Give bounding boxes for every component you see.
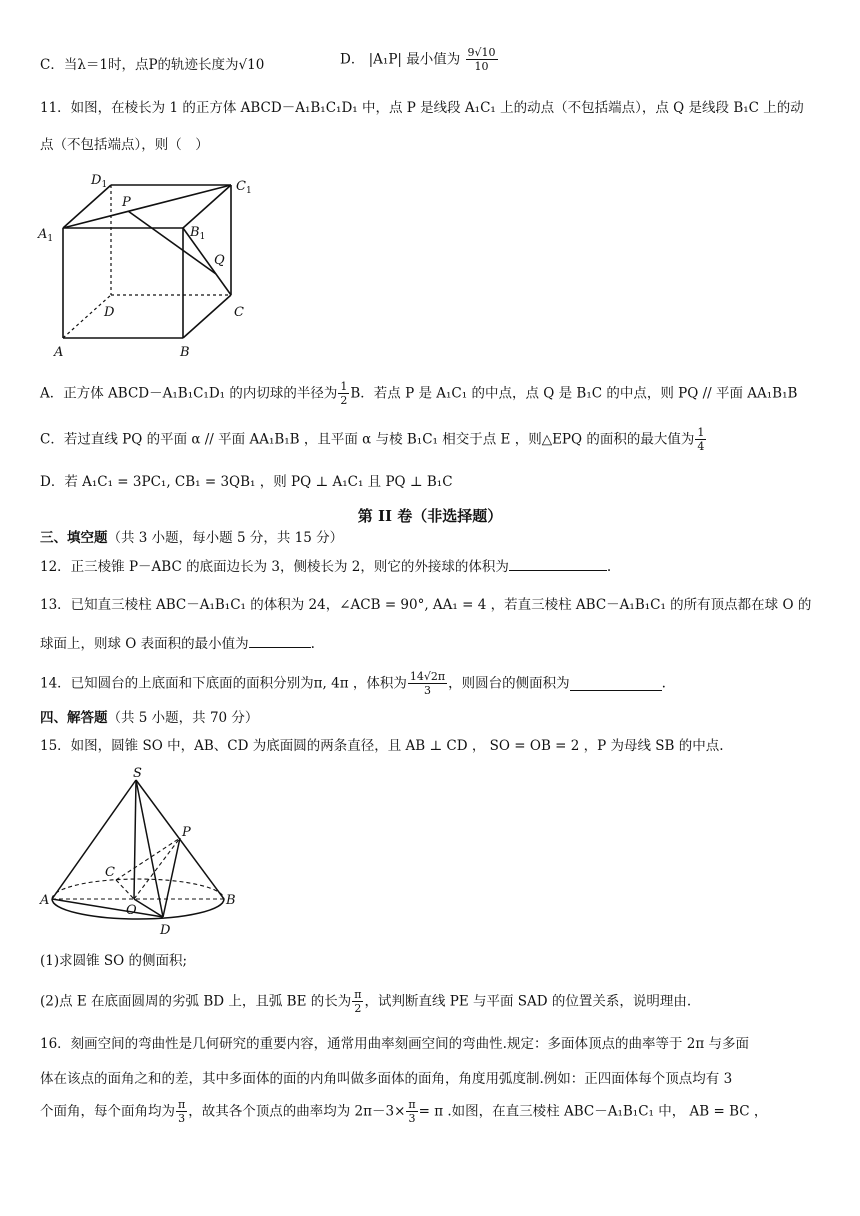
section3-heading: 三、填空题（共 3 小题，每小题 5 分，共 15 分） <box>40 530 344 546</box>
label-d: D <box>104 305 115 320</box>
label-d1: $D_1$ <box>91 173 108 190</box>
section4-heading: 四、解答题（共 5 小题，共 70 分） <box>40 710 259 726</box>
label-s: S <box>133 766 142 781</box>
label-b-cone: B <box>226 893 236 908</box>
q13-line2: 球面上，则球 O 表面积的最小值为 . <box>40 633 315 654</box>
label-a: A <box>54 345 64 360</box>
q15-stem: 15．如图，圆锥 SO 中，AB、CD 为底面圆的两条直径，且 AB ⊥ CD ， SO = OB = 2 ，P 为母线 SB 的中点. <box>40 738 724 754</box>
label-d-cone: D <box>160 923 171 938</box>
q16-line1: 16．刻画空间的弯曲性是几何研究的重要内容，通常用曲率刻画空间的弯曲性.规定：多面体顶点的曲率等于 2π 与多面 <box>40 1036 750 1052</box>
label-a-cone: A <box>40 893 50 908</box>
label-b: B <box>180 345 190 360</box>
q11-option-c: C．若过直线 PQ 的平面 α // 平面 AA₁B₁B ，且平面 α 与棱 B₁C₁ 相交于点 E ，则△EPQ 的面积的最大值为 $\frac{1}{4}$ <box>40 426 705 453</box>
label-c-cone: C <box>105 865 115 880</box>
label-p: P <box>122 195 131 210</box>
q11-option-d: D．若 A₁C₁ = 3PC₁, CB₁ = 3QB₁ ，则 PQ ⊥ A₁C₁ 且 PQ ⊥ B₁C <box>40 474 453 490</box>
label-c: C <box>234 305 244 320</box>
q12: 12．正三棱锥 P－ABC 的底面边长为 3，侧棱长为 2，则它的外接球的体积为 . <box>40 556 611 577</box>
q11-stem-line1: 11．如图，在棱长为 1 的正方体 ABCD－A₁B₁C₁D₁ 中，点 P 是线段 A₁C₁ 上的动点（不包括端点），点 Q 是线段 B₁C 上的动 <box>40 100 804 116</box>
q11-option-a-b: A．正方体 ABCD－A₁B₁C₁D₁ 的内切球的半径为 $\frac{1}{2}$ B．若点 P 是 A₁C₁ 的中点，点 Q 是 B₁C 的中点，则 PQ // 平面 AA₁B₁B <box>40 380 798 407</box>
label-c1: $C_1$ <box>236 179 252 196</box>
label-b1: $B_1$ <box>190 225 206 242</box>
q11-stem-line2: 点（不包括端点），则（ ） <box>40 137 209 153</box>
q10-option-d: D． |A₁P| 最小值为 $\frac{9√10}{10}$ <box>340 46 496 73</box>
q16-line2: 体在该点的面角之和的差，其中多面体的面的内角叫做多面体的面角，角度用弧度制.例如：正四面体每个顶点均有 3 <box>40 1071 733 1087</box>
part2-title: 第 II 卷（非选择题） <box>357 507 503 525</box>
cone-figure <box>36 764 246 944</box>
label-a1: $A_1$ <box>38 227 54 244</box>
q15-part1: (1)求圆锥 SO 的侧面积; <box>40 953 188 969</box>
q14: 14．已知圆台的上底面和下底面的面积分别为π, 4π ，体积为 $\frac{14√2\pi}{3}$ ，则圆台的侧面积为 . <box>40 670 666 697</box>
q10-option-c: C．当λ＝1时，点P的轨迹长度为√10 <box>40 57 265 73</box>
cube-figure <box>36 168 266 368</box>
label-p-cone: P <box>182 825 191 840</box>
q13-line1: 13．已知直三棱柱 ABC－A₁B₁C₁ 的体积为 24，∠ACB = 90°, AA₁ = 4 ，若直三棱柱 ABC－A₁B₁C₁ 的所有顶点都在球 O 的 <box>40 597 812 613</box>
q15-part2: (2)点 E 在底面圆周的劣弧 BD 上，且弧 BE 的长为 $\frac{\pi}{2}$ ，试判断直线 PE 与平面 SAD 的位置关系，说明理由. <box>40 988 692 1015</box>
label-q: Q <box>214 253 225 268</box>
label-o: O <box>126 903 137 918</box>
q16-line3: 个面角，每个面角均为 $\frac{\pi}{3}$ ，故其各个顶点的曲率均为 2π－3× $\frac{\pi}{3}$ = π .如图，在直三棱柱 ABC－A₁B₁C₁ 中， AB = BC ， <box>40 1098 768 1125</box>
